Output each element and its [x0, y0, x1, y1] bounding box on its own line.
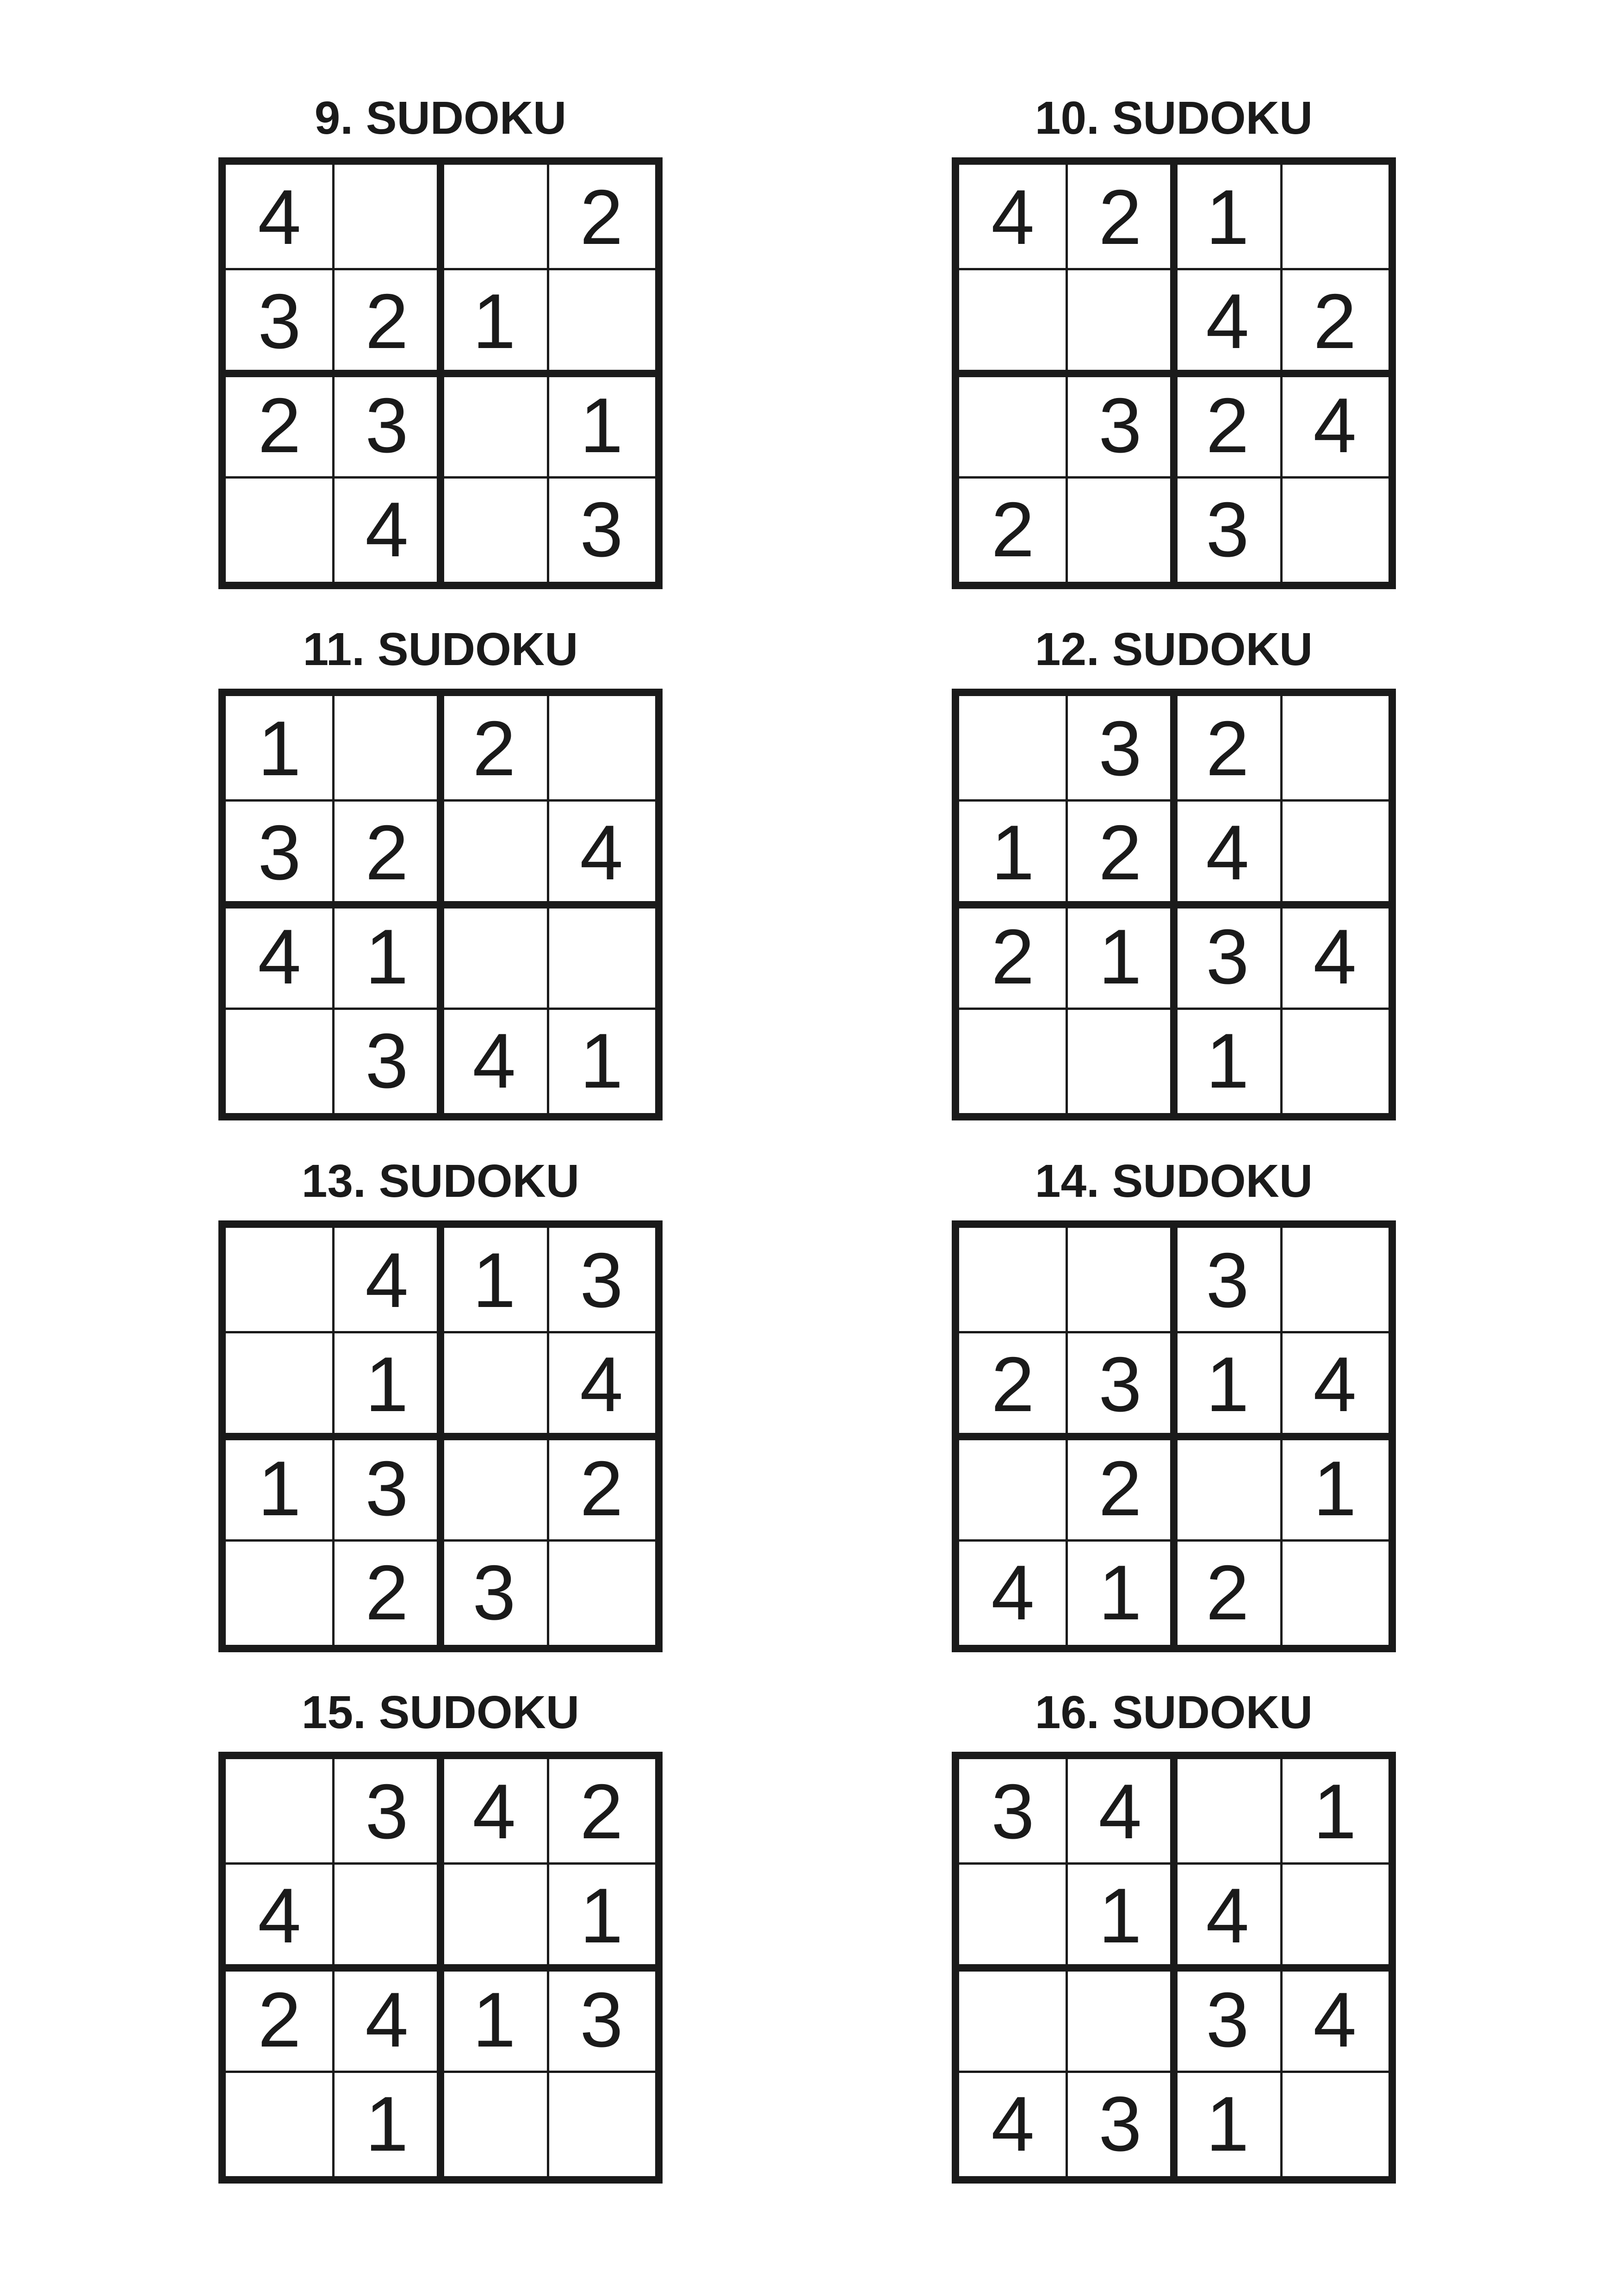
given-digit-cell: 1: [580, 1872, 623, 1959]
empty-cell[interactable]: [226, 1541, 333, 1645]
given-digit-cell: 3: [1098, 382, 1142, 469]
given-digit-cell: 3: [1206, 913, 1249, 1001]
given-digit-cell: 2: [1098, 809, 1142, 896]
given-digit-cell: 2: [365, 1549, 409, 1636]
empty-cell[interactable]: [959, 1437, 1066, 1541]
empty-cell[interactable]: [548, 905, 655, 1009]
given-digit-cell: 4: [991, 1549, 1035, 1636]
given-digit-cell: 3: [1098, 704, 1142, 792]
given-digit-cell: 4: [1313, 1340, 1357, 1428]
given-digit-cell: 1: [580, 382, 623, 469]
given-digit-cell: 2: [258, 382, 301, 469]
empty-cell[interactable]: [959, 373, 1066, 478]
empty-cell[interactable]: [226, 2072, 333, 2176]
given-digit-cell: 1: [580, 1017, 623, 1105]
given-digit-cell: 3: [258, 277, 301, 365]
given-digit-cell: 3: [580, 486, 623, 573]
given-digit-cell: 1: [258, 704, 301, 792]
empty-cell[interactable]: [333, 165, 440, 269]
empty-cell[interactable]: [440, 2072, 548, 2176]
given-digit-cell: 2: [580, 173, 623, 261]
puzzle-title: 13. SUDOKU: [301, 1155, 580, 1207]
given-digit-cell: 2: [1206, 704, 1249, 792]
empty-cell[interactable]: [440, 478, 548, 582]
given-digit-cell: 4: [365, 486, 409, 573]
empty-cell[interactable]: [548, 696, 655, 800]
sudoku-grid: [218, 689, 663, 1120]
empty-cell[interactable]: [226, 1228, 333, 1332]
sudoku-grid: [952, 1220, 1396, 1652]
given-digit-cell: 1: [365, 1340, 409, 1428]
given-digit-cell: 1: [365, 913, 409, 1001]
empty-cell[interactable]: [1281, 1009, 1389, 1113]
given-digit-cell: 2: [1206, 382, 1249, 469]
empty-cell[interactable]: [1281, 1228, 1389, 1332]
given-digit-cell: 4: [1206, 809, 1249, 896]
empty-cell[interactable]: [548, 269, 655, 373]
empty-cell[interactable]: [959, 1968, 1066, 2072]
puzzle-title: 9. SUDOKU: [314, 92, 567, 144]
given-digit-cell: 2: [472, 704, 516, 792]
given-digit-cell: 4: [365, 1976, 409, 2064]
given-digit-cell: 1: [472, 277, 516, 365]
given-digit-cell: 2: [991, 486, 1035, 573]
given-digit-cell: 2: [1098, 1445, 1142, 1532]
empty-cell[interactable]: [1281, 800, 1389, 904]
empty-cell[interactable]: [959, 696, 1066, 800]
given-digit-cell: 4: [1313, 1976, 1357, 2064]
puzzle-title: 16. SUDOKU: [1035, 1686, 1313, 1738]
given-digit-cell: 1: [1098, 1872, 1142, 1959]
given-digit-cell: 1: [1206, 1340, 1249, 1428]
given-digit-cell: 2: [365, 277, 409, 365]
empty-cell[interactable]: [1281, 478, 1389, 582]
empty-cell[interactable]: [1066, 269, 1174, 373]
empty-cell[interactable]: [226, 1759, 333, 1863]
given-digit-cell: 1: [1313, 1445, 1357, 1532]
given-digit-cell: 2: [991, 1340, 1035, 1428]
given-digit-cell: 4: [472, 1767, 516, 1855]
given-digit-cell: 3: [258, 809, 301, 896]
given-digit-cell: 1: [1098, 1549, 1142, 1636]
given-digit-cell: 3: [365, 382, 409, 469]
empty-cell[interactable]: [333, 696, 440, 800]
sudoku-grid: [952, 157, 1396, 589]
empty-cell[interactable]: [1066, 478, 1174, 582]
empty-cell[interactable]: [440, 905, 548, 1009]
given-digit-cell: 1: [472, 1976, 516, 2064]
given-digit-cell: 3: [991, 1767, 1035, 1855]
empty-cell[interactable]: [1066, 1228, 1174, 1332]
given-digit-cell: 4: [1313, 913, 1357, 1001]
given-digit-cell: 4: [991, 2080, 1035, 2168]
empty-cell[interactable]: [1281, 1541, 1389, 1645]
empty-cell[interactable]: [333, 1863, 440, 1967]
given-digit-cell: 1: [472, 1236, 516, 1324]
empty-cell[interactable]: [959, 1863, 1066, 1967]
empty-cell[interactable]: [226, 1332, 333, 1436]
given-digit-cell: 3: [365, 1767, 409, 1855]
sudoku-grid: [218, 1752, 663, 2184]
given-digit-cell: 3: [365, 1445, 409, 1532]
given-digit-cell: 4: [365, 1236, 409, 1324]
empty-cell[interactable]: [1174, 1759, 1281, 1863]
empty-cell[interactable]: [1066, 1968, 1174, 2072]
empty-cell[interactable]: [1281, 2072, 1389, 2176]
empty-cell[interactable]: [1281, 1863, 1389, 1967]
empty-cell[interactable]: [1174, 1437, 1281, 1541]
given-digit-cell: 2: [580, 1445, 623, 1532]
empty-cell[interactable]: [548, 2072, 655, 2176]
given-digit-cell: 4: [258, 1872, 301, 1959]
given-digit-cell: 3: [1206, 1236, 1249, 1324]
given-digit-cell: 3: [1206, 486, 1249, 573]
empty-cell[interactable]: [440, 1332, 548, 1436]
given-digit-cell: 4: [1206, 277, 1249, 365]
given-digit-cell: 3: [580, 1976, 623, 2064]
given-digit-cell: 2: [258, 1976, 301, 2064]
given-digit-cell: 1: [258, 1445, 301, 1532]
given-digit-cell: 2: [580, 1767, 623, 1855]
given-digit-cell: 3: [365, 1017, 409, 1105]
empty-cell[interactable]: [1066, 1009, 1174, 1113]
empty-cell[interactable]: [440, 1437, 548, 1541]
given-digit-cell: 4: [258, 913, 301, 1001]
sudoku-grid: [952, 689, 1396, 1120]
given-digit-cell: 1: [1098, 913, 1142, 1001]
given-digit-cell: 1: [1206, 173, 1249, 261]
puzzle-title: 15. SUDOKU: [301, 1686, 580, 1738]
empty-cell[interactable]: [440, 373, 548, 478]
given-digit-cell: 4: [580, 1340, 623, 1428]
given-digit-cell: 2: [1098, 173, 1142, 261]
given-digit-cell: 1: [1313, 1767, 1357, 1855]
given-digit-cell: 3: [1206, 1976, 1249, 2064]
puzzle-title: 12. SUDOKU: [1035, 623, 1313, 675]
given-digit-cell: 3: [472, 1549, 516, 1636]
puzzle-title: 11. SUDOKU: [303, 623, 578, 675]
given-digit-cell: 3: [1098, 1340, 1142, 1428]
given-digit-cell: 2: [365, 809, 409, 896]
given-digit-cell: 4: [1313, 382, 1357, 469]
given-digit-cell: 3: [1098, 2080, 1142, 2168]
sudoku-grid: [218, 1220, 663, 1652]
given-digit-cell: 4: [991, 173, 1035, 261]
empty-cell[interactable]: [440, 165, 548, 269]
given-digit-cell: 1: [1206, 1017, 1249, 1105]
given-digit-cell: 4: [1206, 1872, 1249, 1959]
given-digit-cell: 4: [580, 809, 623, 896]
given-digit-cell: 4: [472, 1017, 516, 1105]
empty-cell[interactable]: [440, 1863, 548, 1967]
given-digit-cell: 3: [580, 1236, 623, 1324]
given-digit-cell: 4: [258, 173, 301, 261]
empty-cell[interactable]: [440, 800, 548, 904]
empty-cell[interactable]: [959, 269, 1066, 373]
given-digit-cell: 2: [991, 913, 1035, 1001]
given-digit-cell: 2: [1313, 277, 1357, 365]
puzzle-title: 14. SUDOKU: [1035, 1155, 1313, 1207]
given-digit-cell: 2: [1206, 1549, 1249, 1636]
given-digit-cell: 1: [1206, 2080, 1249, 2168]
empty-cell[interactable]: [1281, 165, 1389, 269]
empty-cell[interactable]: [226, 478, 333, 582]
sudoku-grid: [952, 1752, 1396, 2184]
given-digit-cell: 1: [991, 809, 1035, 896]
empty-cell[interactable]: [959, 1228, 1066, 1332]
empty-cell[interactable]: [548, 1541, 655, 1645]
given-digit-cell: 4: [1098, 1767, 1142, 1855]
sudoku-grid: [218, 157, 663, 589]
given-digit-cell: 1: [365, 2080, 409, 2168]
empty-cell[interactable]: [1281, 696, 1389, 800]
empty-cell[interactable]: [959, 1009, 1066, 1113]
puzzle-title: 10. SUDOKU: [1035, 92, 1313, 144]
empty-cell[interactable]: [226, 1009, 333, 1113]
